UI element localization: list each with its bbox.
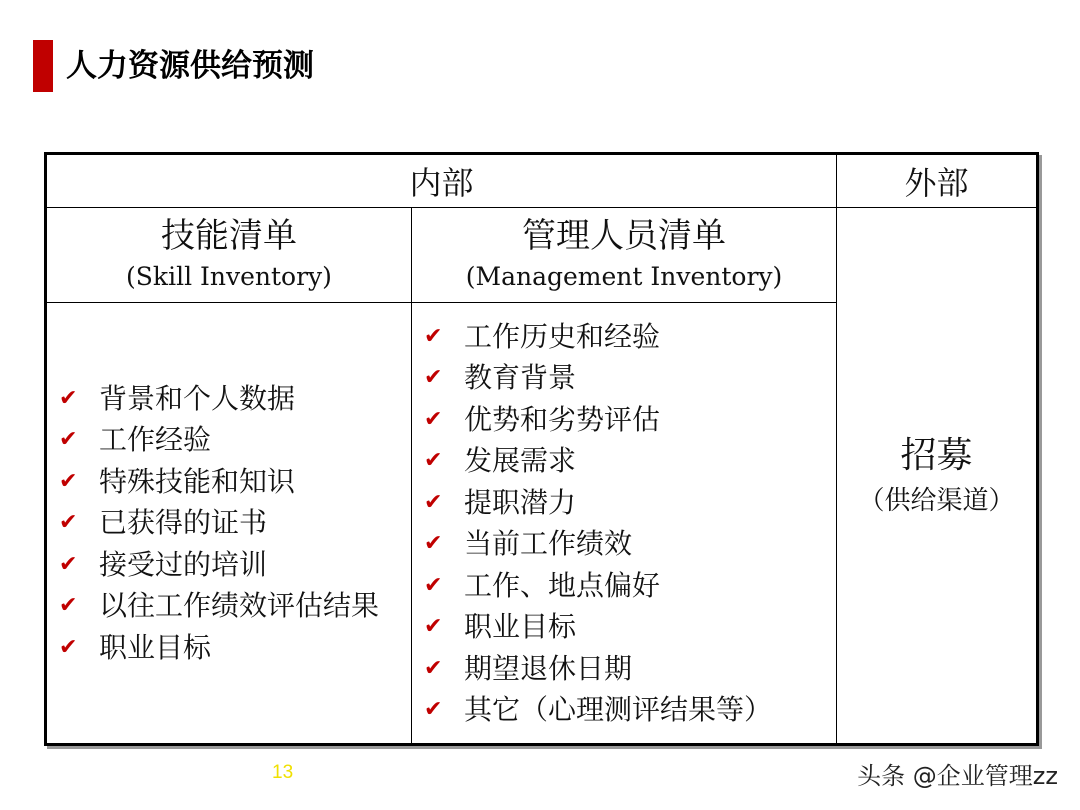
checkmark-icon: ✔ <box>424 365 443 390</box>
list-item-text: 以往工作绩效评估结果 <box>99 589 380 623</box>
list-item <box>59 461 411 503</box>
checkmark-icon: ✔ <box>59 551 78 577</box>
list-item-text: 已获得的证书 <box>99 506 268 540</box>
list-item-text: 期望退休日期 <box>464 651 633 685</box>
recruitment-title: 招募 <box>900 434 973 476</box>
list-item <box>424 523 836 565</box>
watermark: 头条 @企业管理zz <box>857 762 1058 790</box>
management-inventory-header <box>412 208 837 303</box>
checkmark-icon: ✔ <box>424 489 443 515</box>
list-item-text: 工作历史和经验 <box>464 319 661 353</box>
header-internal: 内部 <box>46 154 837 208</box>
list-item-text: 发展需求 <box>464 444 577 477</box>
management-inventory-list-cell <box>412 303 837 745</box>
list-item-text: 优势和劣势评估 <box>464 402 661 436</box>
list-item-text: 接受过的培训 <box>99 547 268 581</box>
list-item <box>424 565 836 607</box>
list-item <box>424 606 836 648</box>
list-item-text: 教育背景 <box>464 361 577 394</box>
skill-inventory-title: 技能清单 <box>161 216 297 256</box>
checkmark-icon: ✔ <box>59 385 78 411</box>
list-item <box>424 399 836 441</box>
checkmark-icon: ✔ <box>59 468 78 494</box>
checkmark-icon: ✔ <box>424 697 443 722</box>
list-item <box>424 440 836 482</box>
list-item <box>424 316 836 358</box>
checkmark-icon: ✔ <box>59 634 78 660</box>
list-item-text: 职业目标 <box>99 630 212 664</box>
checkmark-icon: ✔ <box>424 614 443 639</box>
skill-inventory-header <box>46 208 412 303</box>
checkmark-icon: ✔ <box>424 655 443 681</box>
management-inventory-title: 管理人员清单 <box>522 216 726 256</box>
list-item-text: 工作、地点偏好 <box>464 568 661 602</box>
skill-inventory-list-cell <box>46 303 412 745</box>
management-inventory-list <box>412 316 836 731</box>
list-item <box>424 357 836 399</box>
list-item <box>59 502 411 544</box>
checkmark-icon: ✔ <box>424 406 443 432</box>
external-cell <box>837 208 1038 745</box>
skill-inventory-list <box>47 378 411 669</box>
header-external: 外部 <box>837 154 1038 208</box>
list-item <box>59 585 411 627</box>
list-item <box>424 648 836 690</box>
list-item <box>424 689 836 731</box>
checkmark-icon: ✔ <box>59 593 78 619</box>
list-item <box>59 544 411 586</box>
checkmark-icon: ✔ <box>424 531 443 556</box>
skill-inventory-subtitle: (Skill Inventory) <box>126 262 332 291</box>
checkmark-icon: ✔ <box>424 323 443 349</box>
list-item-text: 职业目标 <box>464 610 577 643</box>
checkmark-icon: ✔ <box>59 427 78 453</box>
checkmark-icon: ✔ <box>59 510 78 536</box>
checkmark-icon: ✔ <box>424 572 443 598</box>
list-item-text: 提职潜力 <box>464 485 577 519</box>
list-item <box>59 627 411 669</box>
list-item-text: 工作经验 <box>99 423 212 457</box>
list-item <box>59 419 411 461</box>
list-item-text: 其它（心理测评结果等） <box>464 693 773 726</box>
management-inventory-subtitle: (Management Inventory) <box>465 262 783 291</box>
list-item-text: 当前工作绩效 <box>464 527 633 560</box>
list-item-text: 背景和个人数据 <box>99 381 296 415</box>
title-accent-bar <box>33 40 53 92</box>
list-item <box>59 378 411 420</box>
page-number: 13 <box>272 762 294 783</box>
page-title: 人力资源供给预测 <box>66 48 314 84</box>
supply-forecast-table <box>44 152 1039 746</box>
list-item <box>424 482 836 524</box>
checkmark-icon: ✔ <box>424 448 443 473</box>
recruitment-subtitle: （供给渠道） <box>858 485 1015 516</box>
list-item-text: 特殊技能和知识 <box>99 464 296 498</box>
